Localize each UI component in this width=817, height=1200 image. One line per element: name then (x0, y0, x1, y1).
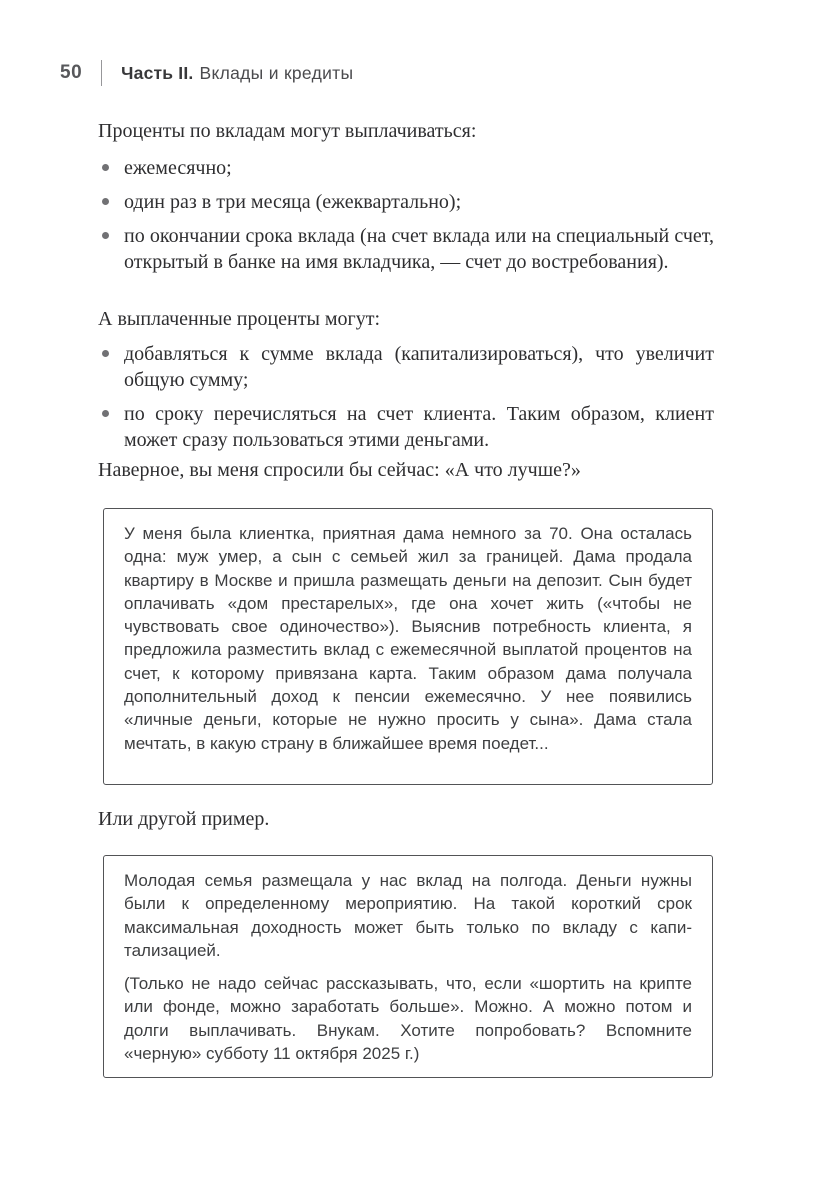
example-text: У меня была клиентка, приятная дама немного за 70. Она осталась одна: муж умер, а сын с семьей жил за границей. Дама продала квартиру в Москве и пришла размещать деньги на депозит. Сын будет оплачивать «дом престарелых», где она хочет жить («чтобы не чувствовать свое одиночество»). Выяснив потребность клиента, я предложила разместить вклад с ежемесячной выплатой процентов на счет, к которому привязана карта. Таким образом дама получала дополнительный доход к пенсии ежемесячно. У нее появились «личные деньги, которые не нужно просить у сына». Дама стала мечтать, в какую страну в ближайшее время поедет... (124, 524, 692, 753)
list-item-text: по сроку перечисляться на счет клиента. Таким образом, клиент может сразу пользоваться этими деньгами. (124, 403, 714, 451)
example-text: Молодая семья размещала у нас вклад на полгода. Деньги нужны были к определенному мероприятию. На такой короткий срок максимальная доходность может быть только по вкладу с капитализацией. (124, 871, 692, 960)
example-box-client-story (103, 508, 713, 785)
list-item (98, 401, 714, 453)
paragraph-other-example: Или другой пример. (98, 808, 270, 830)
list-item-text: по окончании срока вклада (на счет вклада или на специальный счет, открытый в банке на имя вкладчика, — счет до востребования). (124, 225, 714, 273)
header-divider (101, 60, 102, 86)
bullet-icon (102, 198, 109, 205)
payout-options-list (98, 155, 714, 275)
part-title: Вклады и кредиты (199, 62, 354, 83)
list-item (98, 341, 714, 393)
list-item (98, 189, 714, 215)
bullet-icon (102, 232, 109, 239)
bullet-icon (102, 350, 109, 357)
list-item-text: один раз в три месяца (ежеквартально); (124, 191, 462, 213)
list-item-text: добавляться к сумме вклада (капитализироваться), что увеличит общую сумму; (124, 343, 714, 391)
page-header (60, 60, 353, 86)
part-label: Часть II. (121, 62, 194, 83)
paragraph-question: Наверное, вы меня спросили бы сейчас: «А что лучше?» (98, 459, 581, 481)
paragraph-interest: А выплаченные проценты могут: (98, 308, 381, 330)
paragraph-intro: Проценты по вкладам могут выплачиваться: (98, 120, 477, 142)
interest-options-list (98, 341, 714, 453)
list-item (98, 155, 714, 181)
page-number: 50 (60, 62, 83, 83)
bullet-icon (102, 164, 109, 171)
bullet-icon (102, 410, 109, 417)
list-item (98, 223, 714, 275)
example-text: (Только не надо сейчас рассказывать, что, если «шортить на крипте или фонде, можно заработать больше». Можно. А можно потом и долги выплачивать. Внукам. Хотите попробовать? Вспомните «черную» субботу 11 октября 2025 г.) (124, 974, 692, 1064)
example-box-family-story (103, 855, 713, 1078)
list-item-text: ежемесячно; (124, 157, 232, 179)
